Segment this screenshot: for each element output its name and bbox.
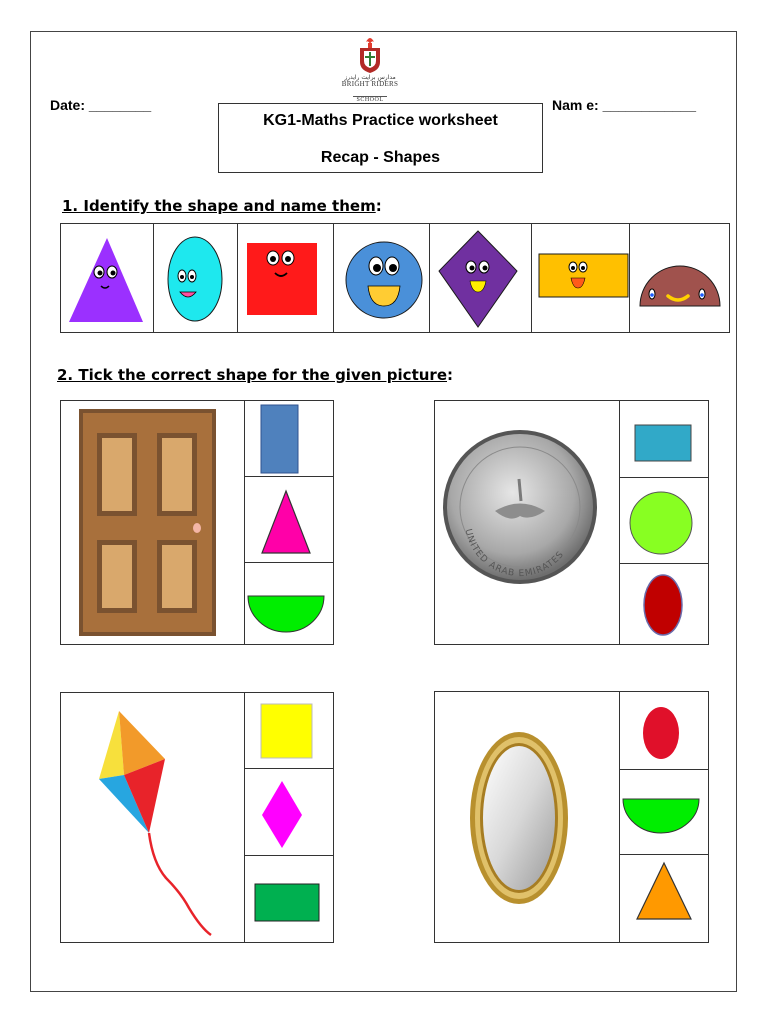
title-box (218, 103, 543, 173)
option-green-rectangle[interactable] (244, 856, 333, 942)
door-options (244, 401, 333, 644)
question-1-colon: : (375, 197, 382, 215)
option-green-circle[interactable] (619, 478, 708, 564)
coin-options (619, 401, 708, 644)
option-blue-rectangle[interactable] (244, 401, 333, 477)
shape-cell-oval[interactable] (154, 224, 238, 332)
question-2-text: 2. Tick the correct shape for the given picture (57, 366, 447, 384)
option-green-semicircle[interactable] (619, 770, 708, 855)
option-orange-triangle[interactable] (619, 855, 708, 942)
shape-cell-circle[interactable] (334, 224, 430, 332)
option-red-oval[interactable] (619, 564, 708, 644)
kite-options (244, 693, 333, 942)
worksheet-title: KG1-Maths Practice worksheet (263, 112, 498, 129)
option-pink-triangle[interactable] (244, 477, 333, 563)
circle-shape (346, 242, 422, 318)
logo-school-word: SCHOOL (353, 96, 386, 104)
coin-inscription: UNITED ARAB EMIRATES (462, 528, 567, 580)
coin-picture (435, 401, 620, 644)
rectangle-shape (539, 254, 628, 297)
square-shape (247, 243, 317, 315)
school-crest-icon (357, 34, 383, 74)
name-field[interactable]: Nam e: ____________ (552, 97, 697, 113)
shape-cell-semicircle[interactable] (630, 224, 729, 332)
worksheet-subtitle: Recap - Shapes (320, 149, 441, 166)
tick-item-mirror (434, 691, 709, 943)
school-logo (335, 34, 405, 104)
tick-item-kite (60, 692, 334, 943)
shape-cell-rectangle[interactable] (532, 224, 630, 332)
mirror-options (619, 692, 708, 942)
shape-cell-square[interactable] (238, 224, 334, 332)
shape-cell-triangle[interactable] (61, 224, 154, 332)
logo-arabic-text: مدارس برايت رايدرز (344, 74, 396, 81)
option-yellow-square[interactable] (244, 693, 333, 769)
tick-item-coin (434, 400, 709, 645)
question-2-heading (57, 366, 453, 384)
option-red-oval[interactable] (619, 692, 708, 770)
option-magenta-rhombus[interactable] (244, 769, 333, 856)
shape-cell-rhombus[interactable] (430, 224, 532, 332)
rhombus-shape (439, 231, 517, 327)
door-picture (61, 401, 245, 644)
kite-picture (61, 693, 245, 942)
mirror-picture (435, 692, 620, 942)
question-1-text: 1. Identify the shape and name them (62, 197, 376, 215)
logo-school-name: BRIGHT RIDERS (341, 80, 399, 88)
option-teal-rectangle[interactable] (619, 401, 708, 478)
shape-strip (60, 223, 730, 333)
triangle-shape (69, 238, 143, 322)
date-field[interactable]: Date: ________ (50, 97, 152, 113)
question-2-colon: : (447, 366, 453, 384)
question-1-heading (62, 197, 382, 215)
tick-item-door (60, 400, 334, 645)
option-green-semicircle[interactable] (244, 563, 333, 644)
